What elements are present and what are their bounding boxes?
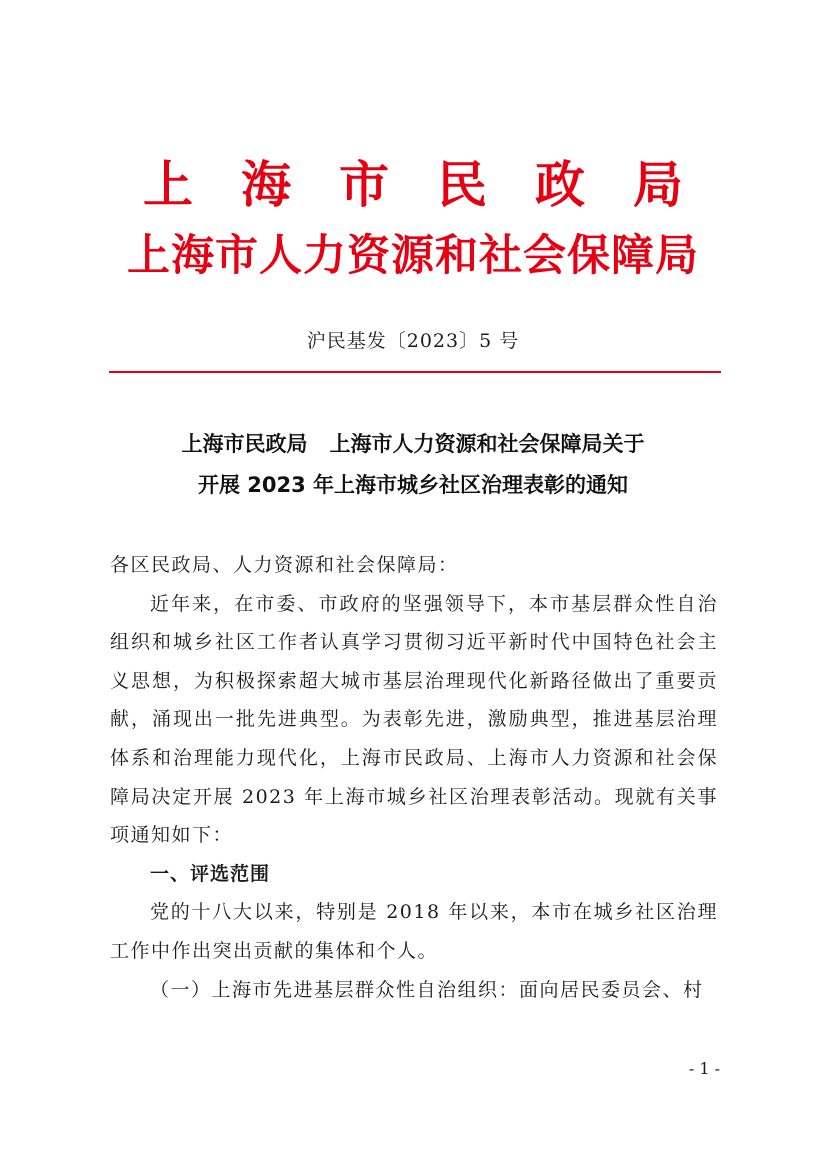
- salutation: 各区民政局、人力资源和社会保障局：: [110, 554, 459, 576]
- title-line-1: [0, 424, 826, 465]
- title-line-1-part-1: 上海市民政局: [181, 432, 308, 456]
- section-heading: 一、评选范围: [150, 862, 271, 885]
- document-body: [110, 546, 718, 1009]
- title-line-2: 开展 2023 年上海市城乡社区治理表彰的通知: [197, 473, 629, 497]
- page-number: - 1 -: [688, 1059, 720, 1078]
- title-line-1-part-2: 上海市人力资源和社会保障局关于: [329, 432, 645, 456]
- document-number: 沪民基发〔2023〕5 号: [306, 330, 520, 352]
- agency-header-renshe: 上海市人力资源和社会保障局: [127, 231, 699, 281]
- agency-header-minzheng: 上海市民政局: [143, 155, 731, 214]
- body-paragraph: 近年来，在市委、市政府的坚强领导下，本市基层群众性自治组织和城乡社区工作者认真学习贯彻习近平新时代中国特色社会主义思想，为积极探索超大城市基层治理现代化新路径做出了重要贡献，涌现出一批先进典型。为表彰先进，激励典型，推进基层治理体系和治理能力现代化，上海市民政局、上海市人力资源和社会保障局决定开展 2023 年上海市城乡社区治理表彰活动。现就有关事项通知如下：: [110, 592, 718, 847]
- body-paragraph: 党的十八大以来，特别是 2018 年以来，本市在城乡社区治理工作中作出突出贡献的集体和个人。: [110, 901, 718, 962]
- red-divider-line: [109, 371, 721, 373]
- document-title: [0, 424, 826, 506]
- body-paragraph: （一）上海市先进基层群众性自治组织：面向居民委员会、村: [150, 978, 704, 1001]
